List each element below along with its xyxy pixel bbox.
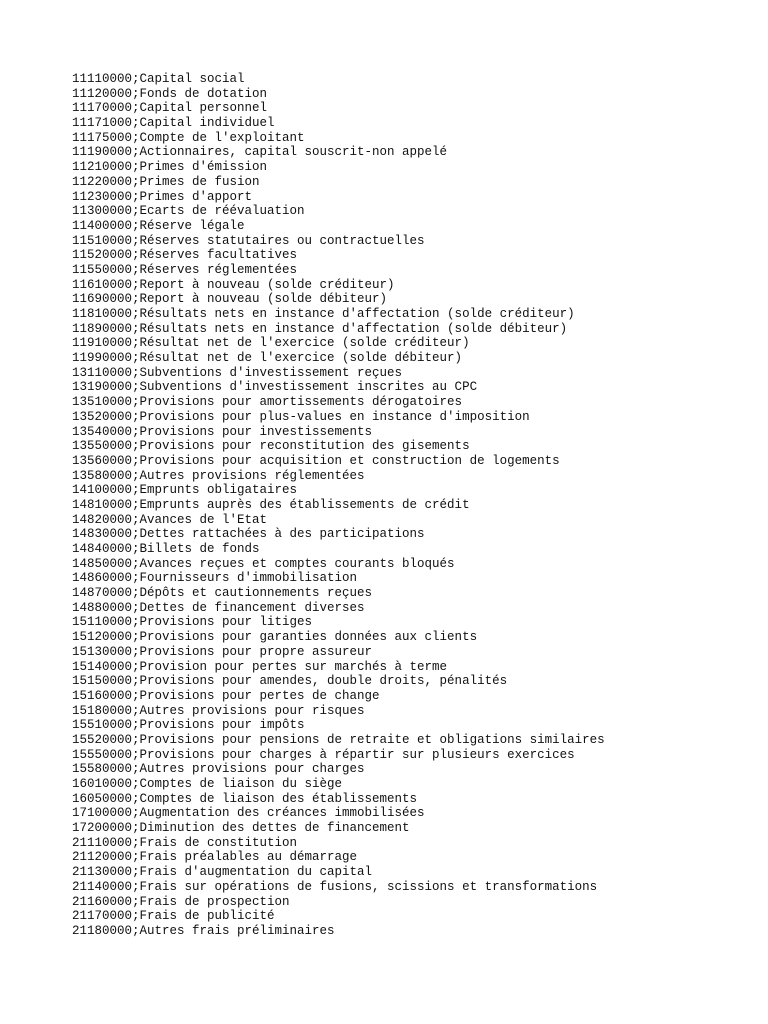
account-line: 11510000;Réserves statutaires ou contractuelles xyxy=(72,233,425,248)
account-line: 11610000;Report à nouveau (solde créditeur) xyxy=(72,277,395,292)
account-line: 21160000;Frais de prospection xyxy=(72,894,290,909)
account-line: 21110000;Frais de constitution xyxy=(72,835,298,850)
account-line: 14830000;Dettes rattachées à des participations xyxy=(72,527,425,542)
account-line: 11190000;Actionnaires, capital souscrit-non appelé xyxy=(72,145,448,160)
account-line: 15140000;Provision pour pertes sur marchés à terme xyxy=(72,659,448,674)
account-line: 11400000;Réserve légale xyxy=(72,218,245,233)
account-line: 11300000;Ecarts de réévaluation xyxy=(72,204,305,219)
account-line: 15550000;Provisions pour charges à répartir sur plusieurs exercices xyxy=(72,747,575,762)
account-line: 14100000;Emprunts obligataires xyxy=(72,483,298,498)
account-line: 14820000;Avances de l'Etat xyxy=(72,512,268,527)
account-line: 11220000;Primes de fusion xyxy=(72,174,260,189)
account-line: 11520000;Réserves facultatives xyxy=(72,248,298,263)
account-line: 13560000;Provisions pour acquisition et construction de logements xyxy=(72,453,560,468)
account-line: 14850000;Avances reçues et comptes courants bloqués xyxy=(72,556,455,571)
account-line: 13510000;Provisions pour amortissements dérogatoires xyxy=(72,395,463,410)
account-line: 14880000;Dettes de financement diverses xyxy=(72,600,365,615)
account-line: 11890000;Résultats nets en instance d'affectation (solde débiteur) xyxy=(72,321,568,336)
account-line: 16050000;Comptes de liaison des établissements xyxy=(72,791,418,806)
account-line: 15520000;Provisions pour pensions de retraite et obligations similaires xyxy=(72,732,605,747)
account-line: 11175000;Compte de l'exploitant xyxy=(72,130,305,145)
account-line: 11690000;Report à nouveau (solde débiteur) xyxy=(72,292,388,307)
account-line: 13580000;Autres provisions réglementées xyxy=(72,468,365,483)
account-line: 14840000;Billets de fonds xyxy=(72,542,260,556)
account-line: 11550000;Réserves réglementées xyxy=(72,262,298,277)
account-line: 16010000;Comptes de liaison du siège xyxy=(72,777,343,791)
account-line: 11110000;Capital social xyxy=(72,72,245,86)
account-line: 13540000;Provisions pour investissements xyxy=(72,424,373,439)
account-line: 11230000;Primes d'apport xyxy=(72,189,253,204)
account-line: 11210000;Primes d'émission xyxy=(72,160,268,175)
account-line: 13550000;Provisions pour reconstitution des gisements xyxy=(72,439,470,454)
account-line: 11170000;Capital personnel xyxy=(72,101,268,116)
account-line: 11910000;Résultat net de l'exercice (solde créditeur) xyxy=(72,336,470,351)
account-line: 15580000;Autres provisions pour charges xyxy=(72,762,365,777)
account-line: 15510000;Provisions pour impôts xyxy=(72,718,305,733)
account-line: 14860000;Fournisseurs d'immobilisation xyxy=(72,571,358,586)
account-line: 14870000;Dépôts et cautionnements reçues xyxy=(72,586,373,601)
account-line: 14810000;Emprunts auprès des établissements de crédit xyxy=(72,497,470,512)
account-line: 13520000;Provisions pour plus-values en instance d'imposition xyxy=(72,409,530,424)
account-line: 21120000;Frais préalables au démarrage xyxy=(72,850,358,865)
account-line: 15130000;Provisions pour propre assureur xyxy=(72,644,373,659)
account-line: 15150000;Provisions pour amendes, double droits, pénalités xyxy=(72,674,508,689)
account-line: 15160000;Provisions pour pertes de change xyxy=(72,688,380,703)
account-line: 21130000;Frais d'augmentation du capital xyxy=(72,865,373,880)
account-list xyxy=(72,72,752,939)
account-line: 21180000;Autres frais préliminaires xyxy=(72,923,335,938)
account-line: 21170000;Frais de publicité xyxy=(72,909,275,924)
account-line: 17100000;Augmentation des créances immobilisées xyxy=(72,806,425,821)
account-line: 11120000;Fonds de dotation xyxy=(72,86,268,101)
account-line: 13190000;Subventions d'investissement inscrites au CPC xyxy=(72,380,478,395)
document-page xyxy=(72,72,752,939)
account-line: 15110000;Provisions pour litiges xyxy=(72,615,313,630)
account-line: 17200000;Diminution des dettes de financement xyxy=(72,821,410,836)
account-line: 11810000;Résultats nets en instance d'affectation (solde créditeur) xyxy=(72,307,575,321)
account-line: 15120000;Provisions pour garanties données aux clients xyxy=(72,630,478,645)
account-line: 21140000;Frais sur opérations de fusions, scissions et transformations xyxy=(72,879,598,894)
account-line: 13110000;Subventions d'investissement reçues xyxy=(72,365,403,380)
account-line: 15180000;Autres provisions pour risques xyxy=(72,703,365,718)
account-line: 11171000;Capital individuel xyxy=(72,116,275,131)
account-line: 11990000;Résultat net de l'exercice (solde débiteur) xyxy=(72,351,463,366)
